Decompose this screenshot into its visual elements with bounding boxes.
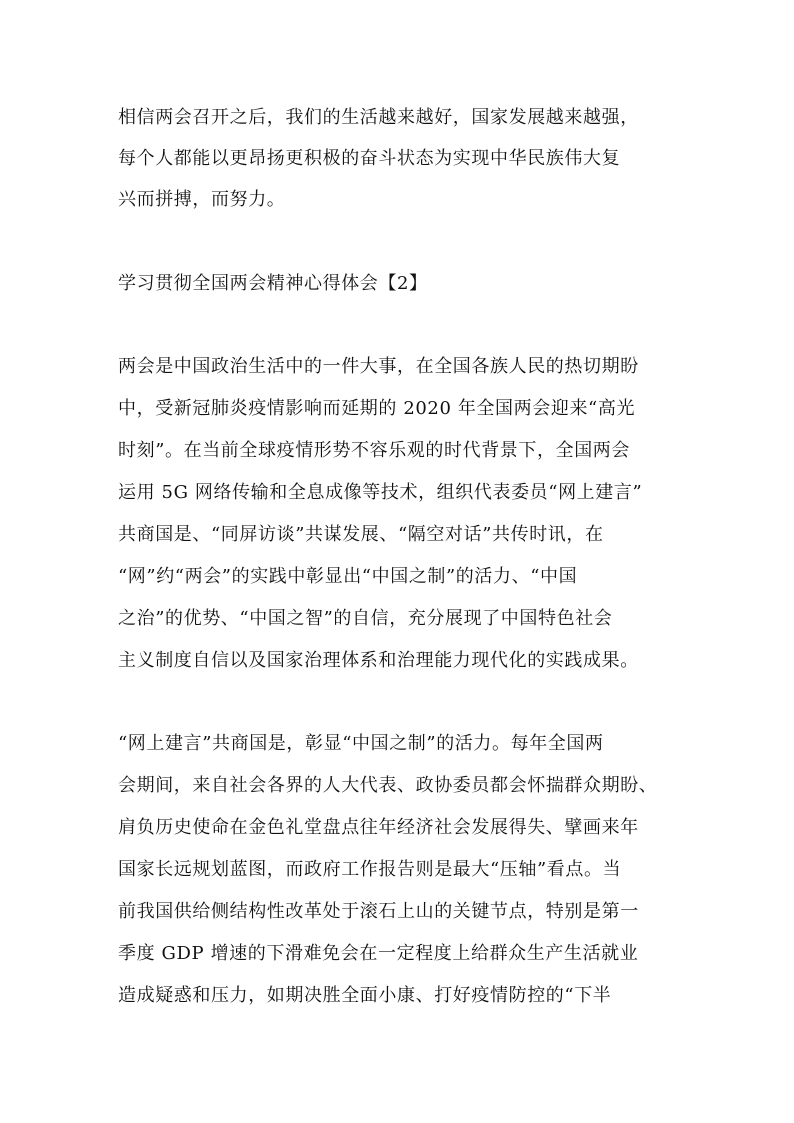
paragraph-2-line-2: 中，受新冠肺炎疫情影响而延期的 2020 年全国两会迎来“高光 xyxy=(118,398,636,419)
paragraph-3-line-4: 国家长远规划蓝图，而政府工作报告则是最大“压轴”看点。当 xyxy=(118,859,622,880)
paragraph-2-line-4: 运用 5G 网络传输和全息成像等技术，组织代表委员“网上建言” xyxy=(118,482,643,503)
paragraph-1-line-2: 每个人都能以更昂扬更积极的奋斗状态为实现中华民族伟大复 xyxy=(118,148,621,169)
paragraph-3-line-6: 季度 GDP 增速的下滑难免会在一定程度上给群众生产生活就业 xyxy=(118,943,639,964)
paragraph-3-line-2: 会期间，来自社会各界的人大代表、政协委员都会怀揣群众期盼、 xyxy=(118,775,658,796)
paragraph-3-line-3: 肩负历史使命在金色礼堂盘点往年经济社会发展得失、擘画来年 xyxy=(118,817,639,838)
paragraph-2-line-7: 之治”的优势、“中国之智”的自信，充分展现了中国特色社会 xyxy=(118,608,613,629)
paragraph-2-line-5: 共商国是、“同屏访谈”共谋发展、“隔空对话”共传时讯，在 xyxy=(118,524,604,545)
paragraph-2-line-8: 主义制度自信以及国家治理体系和治理能力现代化的实践成果。 xyxy=(118,650,639,671)
paragraph-2-line-1: 两会是中国政治生活中的一件大事，在全国各族人民的热切期盼 xyxy=(118,356,639,377)
paragraph-1-line-1: 相信两会召开之后，我们的生活越来越好，国家发展越来越强， xyxy=(118,107,639,128)
section-heading: 学习贯彻全国两会精神心得体会【2】 xyxy=(118,273,428,294)
paragraph-2-line-3: 时刻”。在当前全球疫情形势不容乐观的时代背景下，全国两会 xyxy=(118,440,630,461)
paragraph-3-line-1: “网上建言”共商国是，彰显“中国之制”的活力。每年全国两 xyxy=(118,733,604,754)
paragraph-3-line-7: 造成疑惑和压力，如期决胜全面小康、打好疫情防控的“下半 xyxy=(118,985,612,1006)
paragraph-3-line-5: 前我国供给侧结构性改革处于滚石上山的关键节点，特别是第一 xyxy=(118,901,639,922)
paragraph-1-line-3: 兴而拼搏，而努力。 xyxy=(118,189,286,210)
paragraph-2-line-6: “网”约“两会”的实践中彰显出“中国之制”的活力、“中国 xyxy=(118,566,578,587)
